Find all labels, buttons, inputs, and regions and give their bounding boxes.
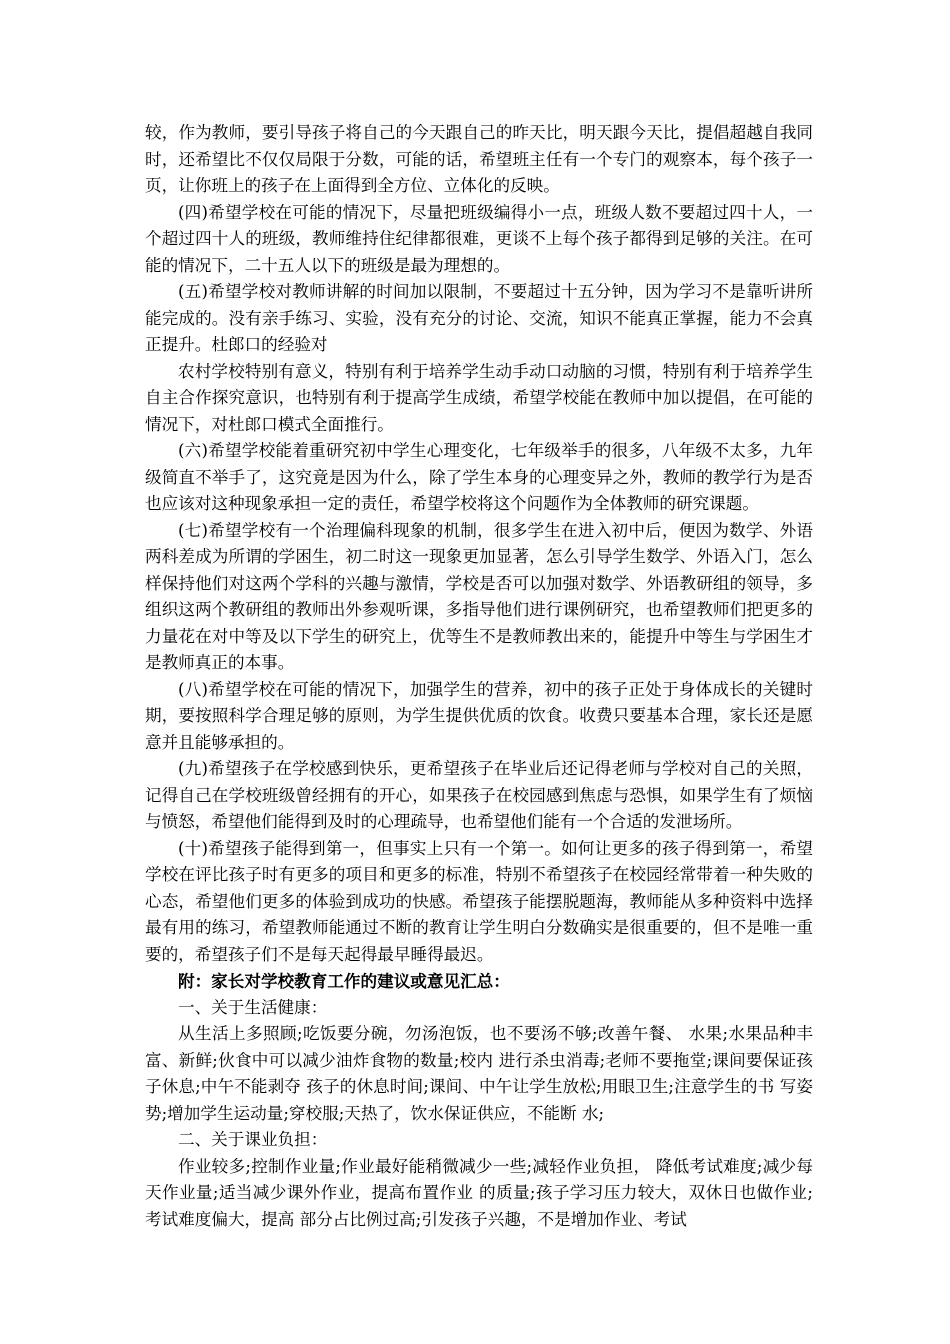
section-2-title: 二、关于课业负担： <box>178 1130 328 1149</box>
paragraph-item-4: (四)希望学校在可能的情况下，尽量把班级编得小一点，班级人数不要超过四十人，一个超过四十人的班级，教师维持住纪律都很难，更谈不上每个孩子都得到足够的关注。在可能的情况下，二十五人以下的班级是最为理想的。 <box>145 202 813 275</box>
paragraph-item-9: (九)希望孩子在学校感到快乐，更希望孩子在毕业后还记得老师与学校对自己的关照，记得自己在学校班级曾经拥有的开心，如果孩子在校园感到焦虑与恐惧，如果学生有了烦恼与愤怒，希望他们能得到及时的心理疏导，也希望他们能有一个合适的发泄场所。 <box>145 759 813 831</box>
paragraph-item-6: (六)希望学校能着重研究初中学生心理变化，七年级举手的很多，八年级不太多，九年级简直不举手了，这究竟是因为什么，除了学生本身的心理变异之外，教师的教学行为是否也应该对这种现象承担一定的责任，希望学校将这个问题作为全体教师的研究课题。 <box>145 441 813 513</box>
paragraph-1: 较，作为教师，要引导孩子将自己的今天跟自己的昨天比，明天跟今天比，提倡超越自我同时，还希望比不仅仅局限于分数，可能的话，希望班主任有一个专门的观察本，每个孩子一页，让你班上的孩子在上面得到全方位、立体化的反映。 <box>145 123 813 195</box>
section-1-title: 一、关于生活健康： <box>178 997 328 1017</box>
appendix-heading: 附：家长对学校教育工作的建议或意见汇总： <box>178 971 510 991</box>
paragraph-item-5-continued: 农村学校特别有意义，特别有利于培养学生动手动口动脑的习惯，特别有利于培养学生自主合作探究意识，也特别有利于提高学生成绩，希望学校能在教师中加以提倡，在可能的情况下，对杜郎口模式全面推行。 <box>145 361 813 434</box>
section-2-text: 作业较多;控制作业量;作业最好能稍微减少一些;减轻作业负担， 降低考试难度;减少每天作业量;适当减少课外作业，提高布置作业 的质量;孩子学习压力较大，双休日也做作业;考试难度偏大，提高 部分占比例过高;引发孩子兴趣，不是增加作业、考试 <box>145 1156 813 1229</box>
paragraph-item-10: (十)希望孩子能得到第一，但事实上只有一个第一。如何让更多的孩子得到第一，希望学校在评比孩子时有更多的项目和更多的标准，特别不希望孩子在校园经常带着一种失败的心态，希望他们更多的体验到成功的快感。希望孩子能摆脱题海，教师能从多种资料中选择最有用的练习，希望教师能通过不断的教育让学生明白分数确实是很重要的，但不是唯一重要的，希望孩子们不是每天起得最早睡得最迟。 <box>145 838 813 964</box>
document-page <box>145 120 813 1233</box>
paragraph-item-7: (七)希望学校有一个治理偏科现象的机制，很多学生在进入初中后，便因为数学、外语两科差成为所谓的学困生，初二时这一现象更加显著，怎么引导学生数学、外语入门，怎么样保持他们对这两个学科的兴趣与激情，学校是否可以加强对数学、外语教研组的领导，多组织这两个教研组的教师出外参观听课，多指导他们进行课例研究，也希望教师们把更多的力量花在对中等及以下学生的研究上，优等生不是教师教出来的，能提升中等生与学困生才是教师真正的本事。 <box>145 520 813 672</box>
paragraph-item-8: (八)希望学校在可能的情况下，加强学生的营养，初中的孩子正处于身体成长的关键时期，要按照科学合理足够的原则，为学生提供优质的饮食。收费只要基本合理，家长还是愿意并且能够承担的。 <box>145 679 813 752</box>
section-1-text: 从生活上多照顾;吃饭要分碗，勿汤泡饭，也不要汤不够;改善午餐、 水果;水果品种丰富、新鲜;伙食中可以减少油炸食物的数量;校内 进行杀虫消毒;老师不要拖堂;课间要保证孩子休息;中午不能剥夺 孩子的休息时间;课间、中午让学生放松;用眼卫生;注意学生的书 写姿势;增加学生运动量;穿校服;天热了，饮水保证供应，不能断 水; <box>145 1024 813 1123</box>
paragraph-item-5: (五)希望学校对教师讲解的时间加以限制，不要超过十五分钟，因为学习不是靠听讲所能完成的。没有亲手练习、实验，没有充分的讨论、交流，知识不能真正掌握，能力不会真正提升。杜郎口的经验对 <box>145 282 813 354</box>
